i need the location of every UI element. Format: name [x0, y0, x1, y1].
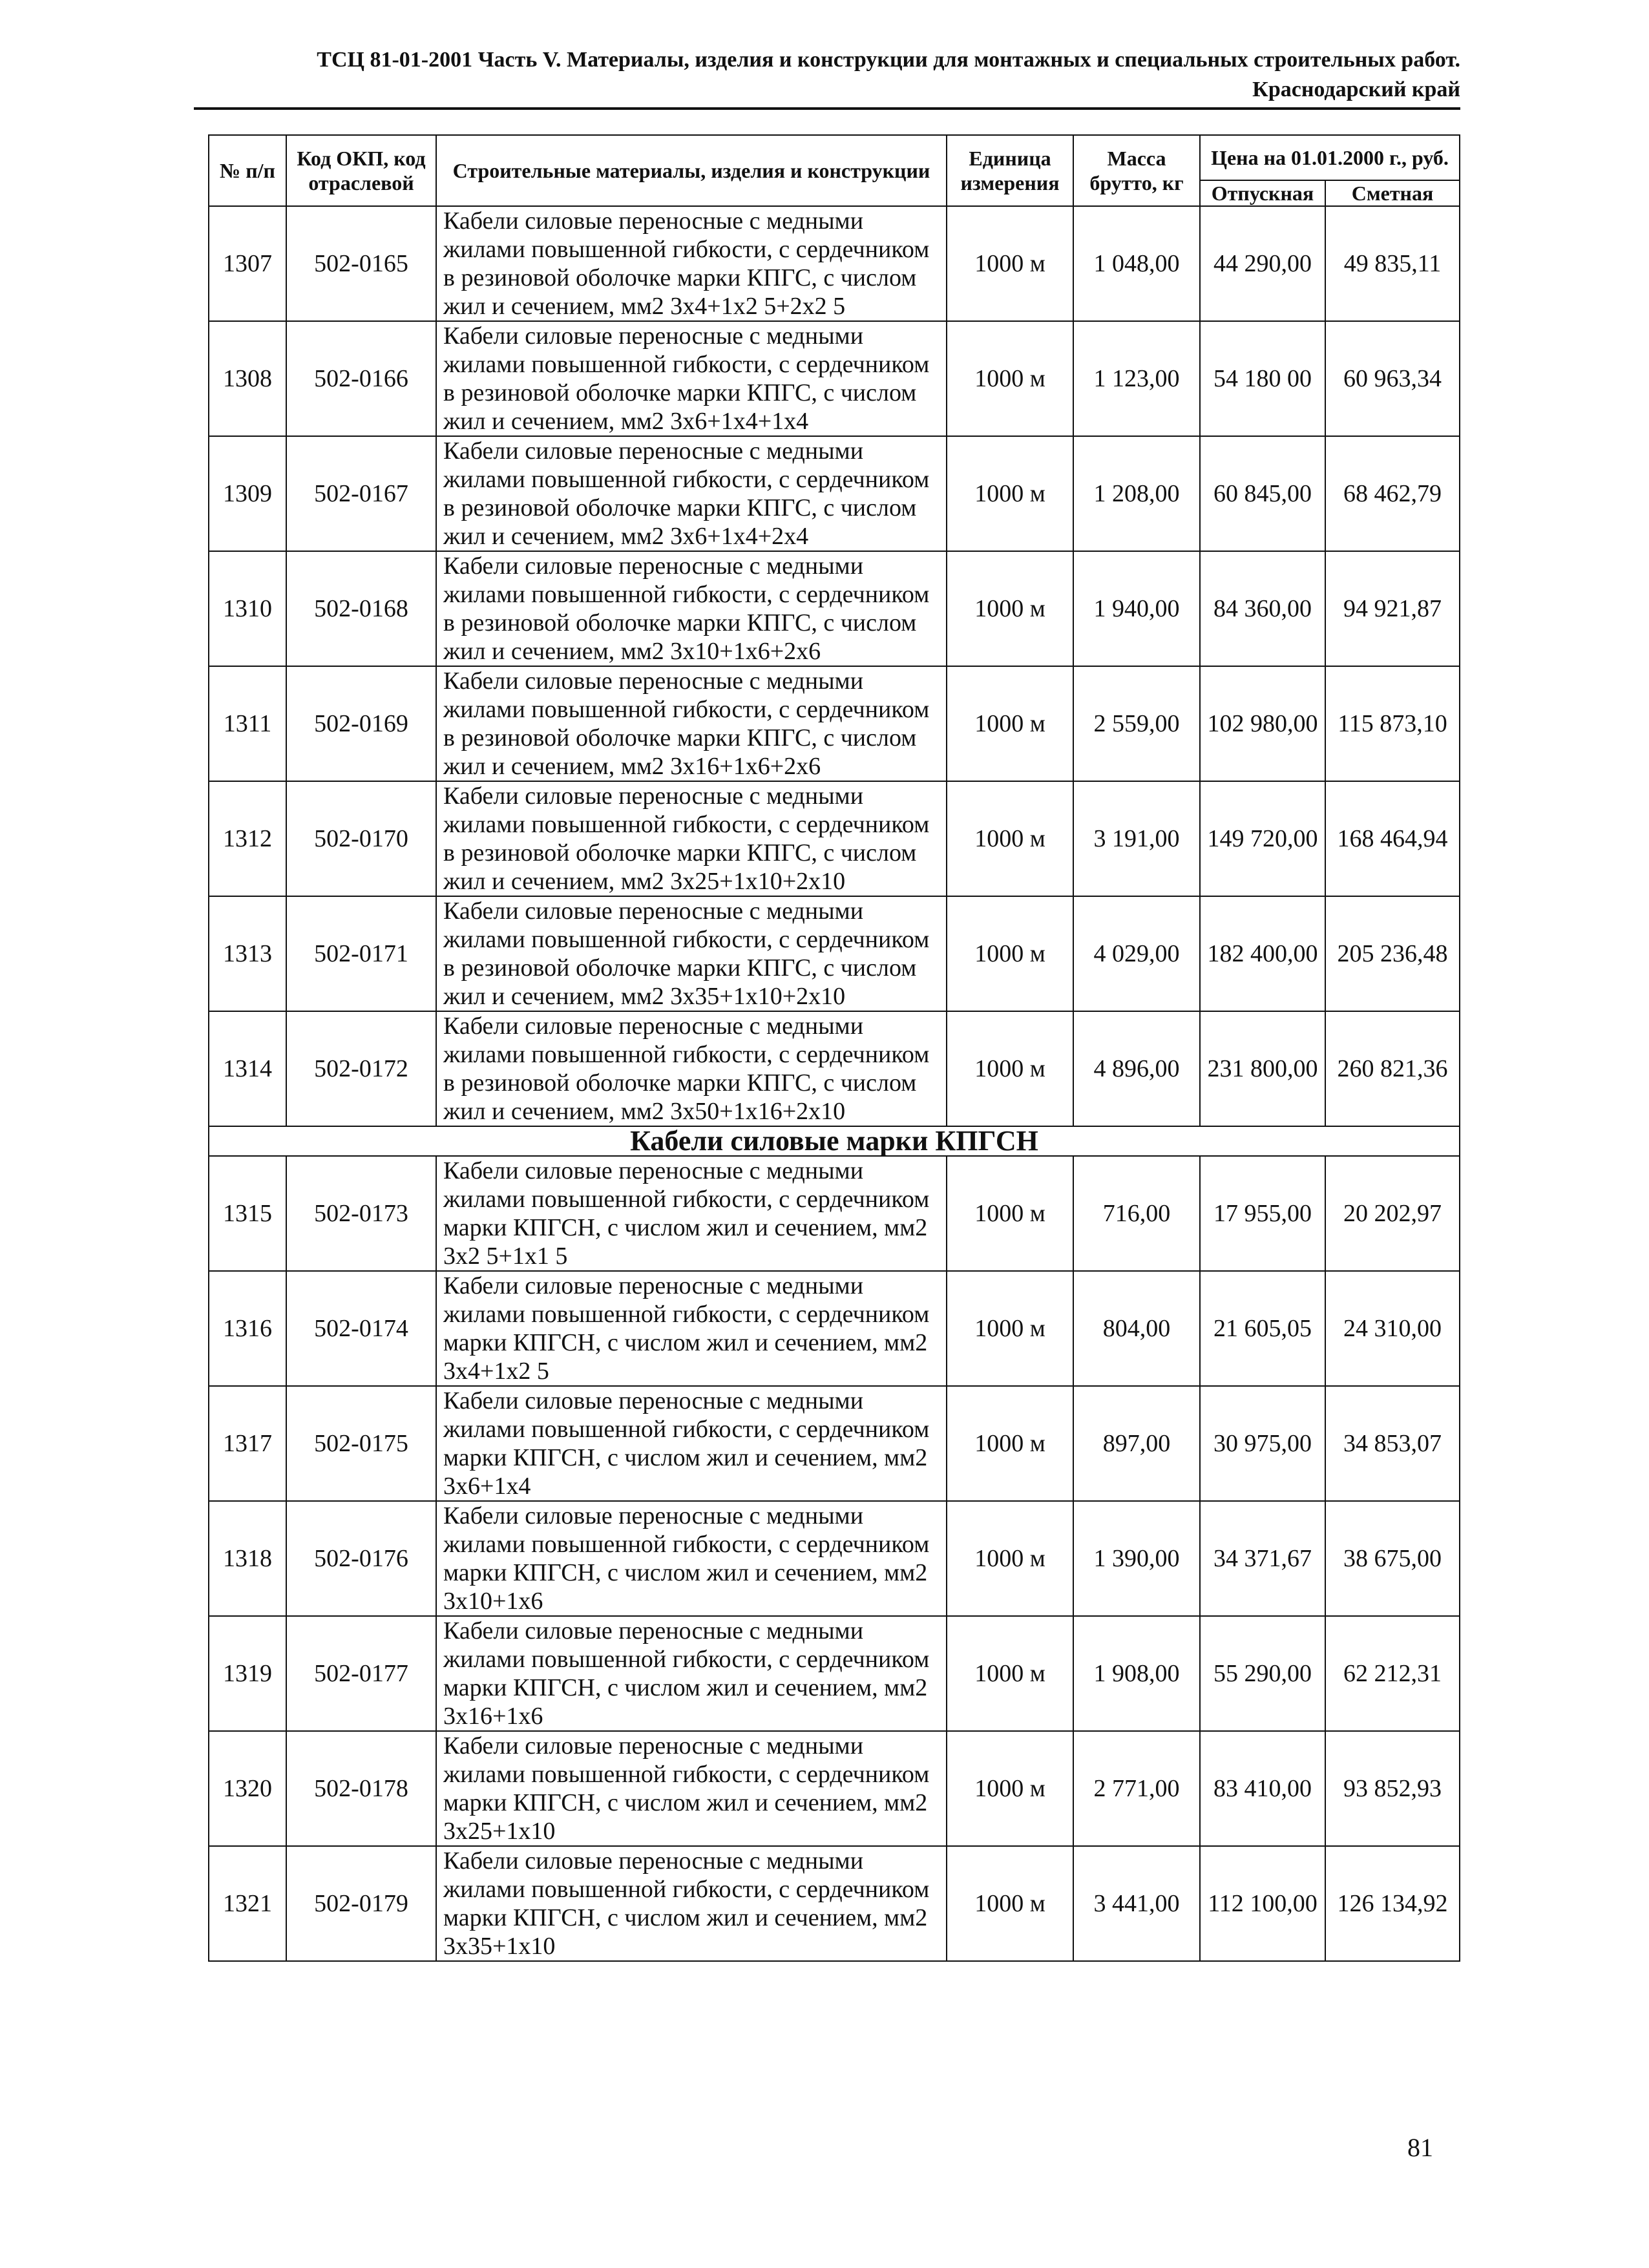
row-price-estimate: 93 852,93 [1325, 1731, 1460, 1846]
row-code: 502-0169 [286, 666, 436, 781]
row-description: Кабели силовые переносные с медными жилами повышенной гибкости, с сердечником марки КПГСН, с числом жил и сечением, мм2 3х6+1х4 [436, 1386, 947, 1501]
row-price-release: 34 371,67 [1200, 1501, 1325, 1616]
section-title: Кабели силовые марки КПГСН [209, 1126, 1460, 1156]
row-code: 502-0171 [286, 896, 436, 1011]
row-price-release: 84 360,00 [1200, 551, 1325, 666]
row-code: 502-0174 [286, 1271, 436, 1386]
row-number: 1316 [209, 1271, 286, 1386]
col-code-header: Код ОКП, код отраслевой [286, 135, 436, 206]
row-unit: 1000 м [947, 1386, 1073, 1501]
row-price-estimate: 62 212,31 [1325, 1616, 1460, 1731]
row-price-release: 60 845,00 [1200, 436, 1325, 551]
row-number: 1311 [209, 666, 286, 781]
row-price-estimate: 126 134,92 [1325, 1846, 1460, 1961]
row-description: Кабели силовые переносные с медными жилами повышенной гибкости, с сердечником в резиновой оболочке марки КПГС, с числом жил и сечением, мм2 3х35+1х10+2х10 [436, 896, 947, 1011]
row-number: 1320 [209, 1731, 286, 1846]
row-number: 1321 [209, 1846, 286, 1961]
table-row [209, 1271, 1460, 1386]
row-price-estimate: 38 675,00 [1325, 1501, 1460, 1616]
table-row [209, 321, 1460, 436]
col-estimate-header: Сметная [1325, 180, 1460, 206]
table-row [209, 206, 1460, 321]
row-mass: 1 208,00 [1073, 436, 1200, 551]
row-mass: 897,00 [1073, 1386, 1200, 1501]
row-price-estimate: 115 873,10 [1325, 666, 1460, 781]
row-unit: 1000 м [947, 781, 1073, 896]
row-number: 1315 [209, 1156, 286, 1271]
row-price-release: 21 605,05 [1200, 1271, 1325, 1386]
row-price-estimate: 168 464,94 [1325, 781, 1460, 896]
row-code: 502-0179 [286, 1846, 436, 1961]
row-price-release: 55 290,00 [1200, 1616, 1325, 1731]
row-code: 502-0166 [286, 321, 436, 436]
row-price-estimate: 94 921,87 [1325, 551, 1460, 666]
table-row [209, 551, 1460, 666]
table-row [209, 1156, 1460, 1271]
row-description: Кабели силовые переносные с медными жилами повышенной гибкости, с сердечником в резиновой оболочке марки КПГС, с числом жил и сечением, мм2 3х16+1х6+2х6 [436, 666, 947, 781]
row-number: 1317 [209, 1386, 286, 1501]
row-unit: 1000 м [947, 1616, 1073, 1731]
row-price-release: 102 980,00 [1200, 666, 1325, 781]
table-row [209, 666, 1460, 781]
row-price-release: 44 290,00 [1200, 206, 1325, 321]
col-unit-header: Единица измерения [947, 135, 1073, 206]
row-unit: 1000 м [947, 321, 1073, 436]
row-code: 502-0165 [286, 206, 436, 321]
row-mass: 2 559,00 [1073, 666, 1200, 781]
table-row [209, 436, 1460, 551]
header-line-1: ТСЦ 81-01-2001 Часть V. Материалы, изделия и конструкции для монтажных и специальных строительных работ. [317, 48, 1460, 72]
row-price-estimate: 260 821,36 [1325, 1011, 1460, 1126]
row-number: 1310 [209, 551, 286, 666]
row-price-estimate: 34 853,07 [1325, 1386, 1460, 1501]
row-mass: 1 940,00 [1073, 551, 1200, 666]
table-row [209, 1731, 1460, 1846]
col-name-header: Строительные материалы, изделия и конструкции [436, 135, 947, 206]
col-price-header: Цена на 01.01.2000 г., руб. [1200, 135, 1460, 180]
row-description: Кабели силовые переносные с медными жилами повышенной гибкости, с сердечником марки КПГСН, с числом жил и сечением, мм2 3х35+1х10 [436, 1846, 947, 1961]
price-table [208, 134, 1460, 1962]
row-description: Кабели силовые переносные с медными жилами повышенной гибкости, с сердечником в резиновой оболочке марки КПГС, с числом жил и сечением, мм2 3х6+1х4+1х4 [436, 321, 947, 436]
row-code: 502-0175 [286, 1386, 436, 1501]
row-description: Кабели силовые переносные с медными жилами повышенной гибкости, с сердечником марки КПГСН, с числом жил и сечением, мм2 3х10+1х6 [436, 1501, 947, 1616]
row-number: 1313 [209, 896, 286, 1011]
table-row [209, 781, 1460, 896]
table-row [209, 1386, 1460, 1501]
row-description: Кабели силовые переносные с медными жилами повышенной гибкости, с сердечником марки КПГСН, с числом жил и сечением, мм2 3х25+1х10 [436, 1731, 947, 1846]
row-code: 502-0170 [286, 781, 436, 896]
row-description: Кабели силовые переносные с медными жилами повышенной гибкости, с сердечником в резиновой оболочке марки КПГС, с числом жил и сечением, мм2 3х10+1х6+2х6 [436, 551, 947, 666]
row-description: Кабели силовые переносные с медными жилами повышенной гибкости, с сердечником в резиновой оболочке марки КПГС, с числом жил и сечением, мм2 3х6+1х4+2х4 [436, 436, 947, 551]
row-price-release: 231 800,00 [1200, 1011, 1325, 1126]
row-unit: 1000 м [947, 436, 1073, 551]
row-number: 1318 [209, 1501, 286, 1616]
row-price-estimate: 205 236,48 [1325, 896, 1460, 1011]
row-number: 1312 [209, 781, 286, 896]
table-row [209, 1616, 1460, 1731]
row-price-release: 54 180 00 [1200, 321, 1325, 436]
row-price-estimate: 68 462,79 [1325, 436, 1460, 551]
row-price-release: 182 400,00 [1200, 896, 1325, 1011]
row-price-estimate: 49 835,11 [1325, 206, 1460, 321]
row-code: 502-0176 [286, 1501, 436, 1616]
row-unit: 1000 м [947, 666, 1073, 781]
col-mass-header: Масса брутто, кг [1073, 135, 1200, 206]
row-mass: 716,00 [1073, 1156, 1200, 1271]
header-rule [194, 107, 1460, 110]
table-row [209, 896, 1460, 1011]
row-unit: 1000 м [947, 206, 1073, 321]
header-line-2: Краснодарский край [1252, 78, 1460, 101]
table-body-kpgs [209, 206, 1460, 1126]
table-row [209, 1501, 1460, 1616]
row-description: Кабели силовые переносные с медными жилами повышенной гибкости, с сердечником марки КПГСН, с числом жил и сечением, мм2 3х4+1х2 5 [436, 1271, 947, 1386]
row-description: Кабели силовые переносные с медными жилами повышенной гибкости, с сердечником в резиновой оболочке марки КПГС, с числом жил и сечением, мм2 3х50+1х16+2х10 [436, 1011, 947, 1126]
row-code: 502-0178 [286, 1731, 436, 1846]
row-description: Кабели силовые переносные с медными жилами повышенной гибкости, с сердечником марки КПГСН, с числом жил и сечением, мм2 3х2 5+1х1 5 [436, 1156, 947, 1271]
col-num-header: № п/п [209, 135, 286, 206]
row-mass: 2 771,00 [1073, 1731, 1200, 1846]
row-unit: 1000 м [947, 551, 1073, 666]
row-mass: 4 029,00 [1073, 896, 1200, 1011]
row-mass: 3 441,00 [1073, 1846, 1200, 1961]
row-description: Кабели силовые переносные с медными жилами повышенной гибкости, с сердечником марки КПГСН, с числом жил и сечением, мм2 3х16+1х6 [436, 1616, 947, 1731]
row-price-release: 30 975,00 [1200, 1386, 1325, 1501]
page-header [194, 45, 1460, 105]
row-code: 502-0177 [286, 1616, 436, 1731]
row-mass: 804,00 [1073, 1271, 1200, 1386]
table-row [209, 1846, 1460, 1961]
row-unit: 1000 м [947, 1846, 1073, 1961]
row-mass: 1 390,00 [1073, 1501, 1200, 1616]
row-code: 502-0168 [286, 551, 436, 666]
row-number: 1307 [209, 206, 286, 321]
row-mass: 1 048,00 [1073, 206, 1200, 321]
row-number: 1319 [209, 1616, 286, 1731]
row-price-release: 112 100,00 [1200, 1846, 1325, 1961]
row-mass: 3 191,00 [1073, 781, 1200, 896]
row-mass: 1 908,00 [1073, 1616, 1200, 1731]
row-description: Кабели силовые переносные с медными жилами повышенной гибкости, с сердечником в резиновой оболочке марки КПГС, с числом жил и сечением, мм2 3х4+1х2 5+2х2 5 [436, 206, 947, 321]
row-unit: 1000 м [947, 1011, 1073, 1126]
row-number: 1309 [209, 436, 286, 551]
row-unit: 1000 м [947, 896, 1073, 1011]
row-unit: 1000 м [947, 1501, 1073, 1616]
row-price-estimate: 24 310,00 [1325, 1271, 1460, 1386]
row-unit: 1000 м [947, 1271, 1073, 1386]
row-price-release: 149 720,00 [1200, 781, 1325, 896]
page-number: 81 [1407, 2133, 1433, 2162]
section-row-group [209, 1126, 1460, 1156]
table-row [209, 1011, 1460, 1126]
row-code: 502-0173 [286, 1156, 436, 1271]
row-price-release: 17 955,00 [1200, 1156, 1325, 1271]
row-unit: 1000 м [947, 1156, 1073, 1271]
row-price-estimate: 60 963,34 [1325, 321, 1460, 436]
row-mass: 1 123,00 [1073, 321, 1200, 436]
section-row [209, 1126, 1460, 1156]
row-unit: 1000 м [947, 1731, 1073, 1846]
row-description: Кабели силовые переносные с медными жилами повышенной гибкости, с сердечником в резиновой оболочке марки КПГС, с числом жил и сечением, мм2 3х25+1х10+2х10 [436, 781, 947, 896]
col-release-header: Отпускная [1200, 180, 1325, 206]
table-body-kpgsn [209, 1156, 1460, 1961]
row-number: 1314 [209, 1011, 286, 1126]
row-code: 502-0167 [286, 436, 436, 551]
row-mass: 4 896,00 [1073, 1011, 1200, 1126]
row-price-release: 83 410,00 [1200, 1731, 1325, 1846]
row-number: 1308 [209, 321, 286, 436]
row-price-estimate: 20 202,97 [1325, 1156, 1460, 1271]
row-code: 502-0172 [286, 1011, 436, 1126]
